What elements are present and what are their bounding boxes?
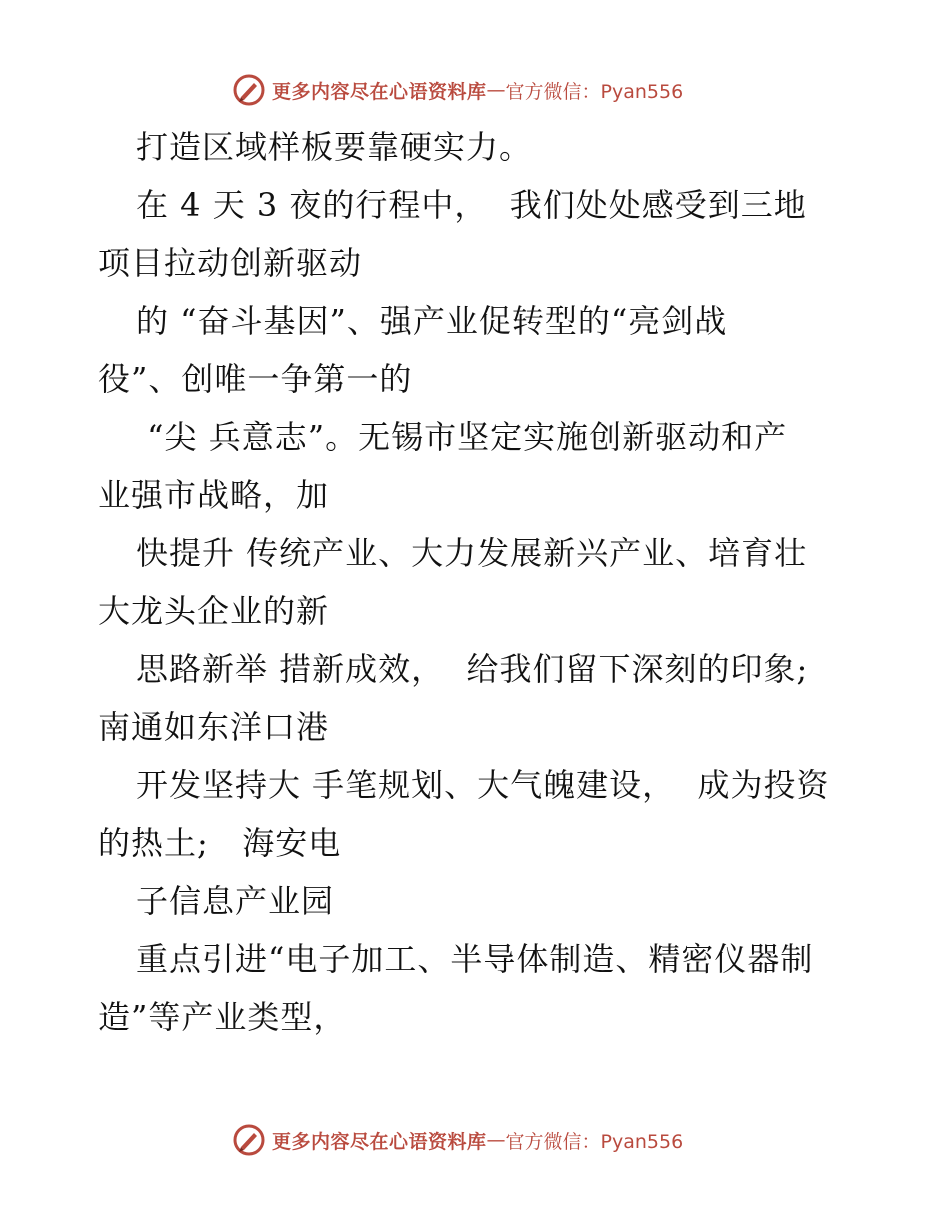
body-line: 子信息产业园 — [136, 882, 335, 920]
watermark-text: 更多内容尽在心语资料库 — [272, 80, 487, 103]
watermark-dash: — — [486, 1129, 506, 1151]
body-line: 在 4 天 3 夜的行程中， 我们处处感受到三地 — [136, 186, 807, 224]
body-line: 大龙头企业的新 — [98, 592, 330, 630]
body-line: 造”等产业类型， — [98, 998, 347, 1036]
body-line: 的热土; 海安电 — [98, 824, 342, 862]
watermark-text: 更多内容尽在心语资料库 — [272, 1130, 487, 1153]
body-line: 打造区域样板要靠硬实力。 — [136, 128, 533, 166]
watermark-contact: 官方微信：Pyan556 — [505, 80, 684, 103]
body-line: 役”、创唯一争第一的 — [98, 360, 413, 398]
body-line: “尖 兵意志”。无锡市坚定实施创新驱动和产 — [136, 418, 788, 456]
watermark-contact: 官方微信：Pyan556 — [505, 1130, 684, 1153]
body-line: 项目拉动创新驱动 — [98, 244, 363, 282]
body-line: 重点引进“电子加工、半导体制造、精密仪器制 — [136, 940, 814, 978]
body-line: 南通如东洋口港 — [98, 708, 330, 746]
watermark-dash: — — [486, 79, 506, 101]
body-line: 思路新举 措新成效， 给我们留下深刻的印象; — [136, 650, 809, 688]
pen-logo-icon — [232, 1123, 266, 1157]
body-line: 的 “奋斗基因”、强产业促转型的“亮剑战 — [136, 302, 728, 340]
pen-logo-icon — [232, 73, 266, 107]
document-body — [98, 118, 858, 1046]
header-watermark — [232, 70, 683, 110]
footer-watermark — [232, 1120, 683, 1160]
body-line: 快提升 传统产业、大力发展新兴产业、培育壮 — [136, 534, 808, 572]
body-line: 开发坚持大 手笔规划、大气魄建设， 成为投资 — [136, 766, 830, 804]
body-line: 业强市战略，加 — [98, 476, 330, 514]
